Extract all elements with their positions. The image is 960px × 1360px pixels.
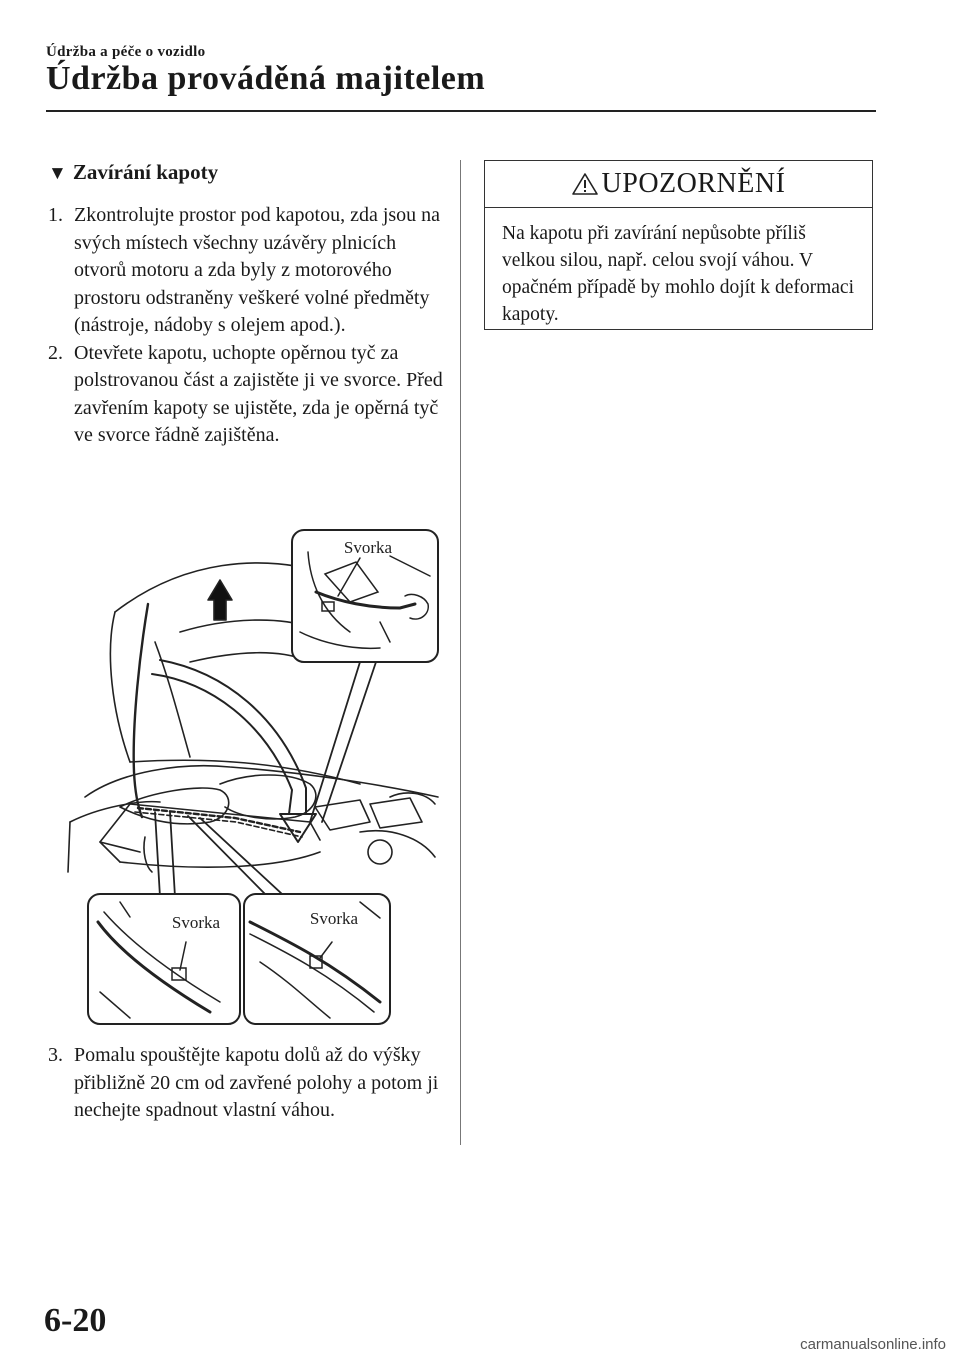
step-number: 3. <box>48 1044 63 1066</box>
step-item <box>48 202 443 340</box>
step-text: Otevřete kapotu, uchopte opěrnou tyč za polstrovanou část a zajistěte ji ve svorce. Před zavřením kapoty se ujistěte, zda je opěrná tyč ve svorce řádně zajištěna. <box>74 341 443 446</box>
section-heading-text: Zavírání kapoty <box>72 160 219 184</box>
step-item <box>48 340 443 450</box>
engine-bay-drawing <box>60 522 445 1030</box>
step-text: Pomalu spouštějte kapotu dolů až do výšky přibližně 20 cm od zavřené polohy a potom ji nechejte spadnout vlastní váhou. <box>74 1044 439 1121</box>
title-rule <box>46 110 876 112</box>
warning-triangle-icon <box>572 172 598 196</box>
breadcrumb: Údržba a péče o vozidlo <box>46 44 206 60</box>
section-heading <box>48 160 218 185</box>
step-list-first <box>48 202 443 450</box>
page-number: 6-20 <box>44 1302 107 1339</box>
inset-bottom-left <box>88 894 240 1024</box>
footer-watermark: carmanualsonline.info <box>800 1336 946 1353</box>
caution-text: Na kapotu při zavírání nepůsobte příliš velkou silou, např. celou svojí váhou. V opačném případě by mohlo dojít k deformaci kapoty. <box>502 223 854 325</box>
inset-bottom-right <box>244 894 390 1024</box>
callout-label-bottom-left: Svorka <box>171 913 221 932</box>
hood-clip-illustration <box>60 522 445 1030</box>
step-number: 1. <box>48 204 63 226</box>
triangle-bullet-icon: ▼ <box>48 163 67 184</box>
caution-header <box>485 161 872 208</box>
step-list-second <box>48 1042 443 1125</box>
step-item <box>48 1042 443 1125</box>
inset-top-right <box>292 530 438 662</box>
callout-label-top-right: Svorka <box>343 538 393 557</box>
page-title: Údržba prováděná majitelem <box>46 60 486 97</box>
caution-box <box>484 160 873 330</box>
caution-title: UPOZORNĚNÍ <box>601 168 786 199</box>
column-divider <box>460 160 461 1145</box>
callout-label-bottom-right: Svorka <box>309 909 359 928</box>
step-text: Zkontrolujte prostor pod kapotou, zda jsou na svých místech všechny uzávěry plnicích otvorů motoru a zda byly z motorového prostoru odstraněny veškeré volné předměty (nástroje, nádoby s olejem apod.). <box>74 204 441 336</box>
step-number: 2. <box>48 341 63 364</box>
